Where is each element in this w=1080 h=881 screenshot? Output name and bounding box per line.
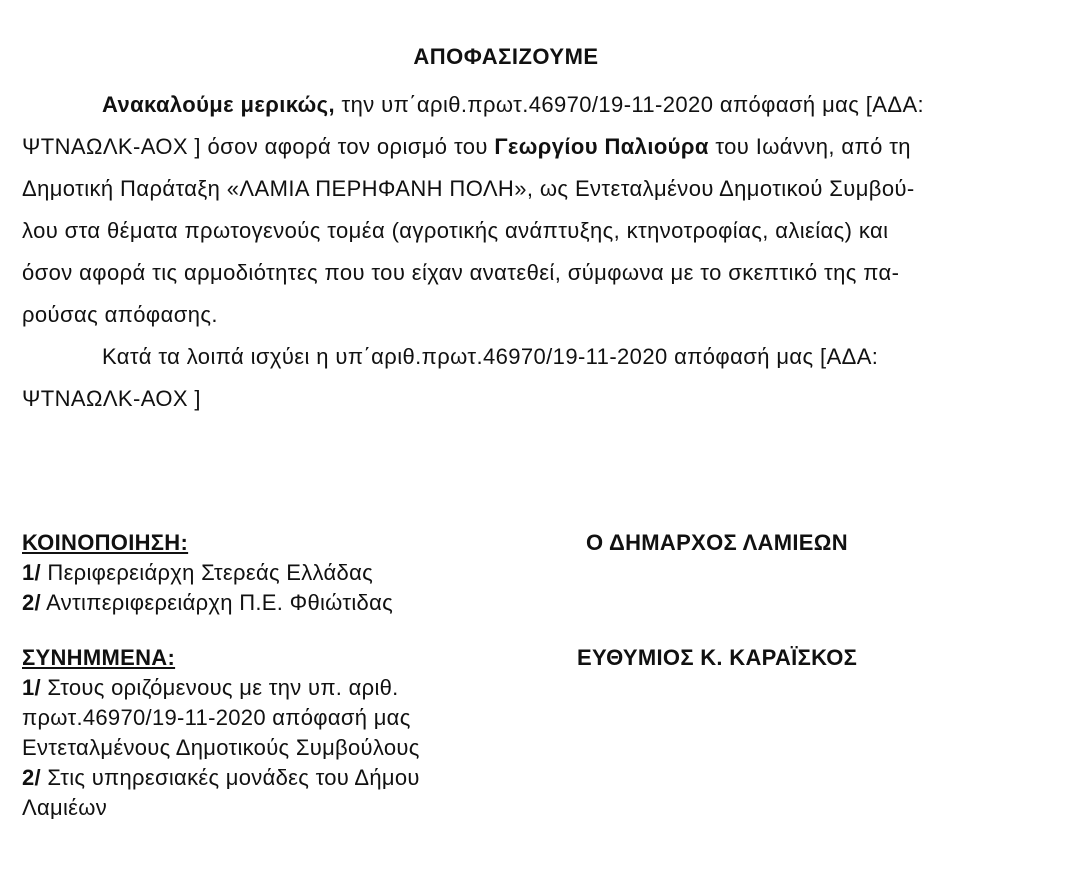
decision-heading: ΑΠΟΦΑΣΙΖΟΥΜΕ — [413, 44, 599, 69]
notification-item — [22, 588, 393, 618]
attachments-section — [22, 643, 474, 823]
attachment-item-number: 1/ — [22, 675, 41, 700]
paragraph1-line1 — [22, 84, 990, 126]
notification-item-number: 1/ — [22, 560, 41, 585]
signatory-name: ΕΥΘΥΜΙΟΣ Κ. ΚΑΡΑΪΣΚΟΣ — [577, 645, 858, 670]
revoke-phrase: Ανακαλούμε μερικώς, — [102, 92, 336, 117]
paragraph1-line6: ρούσας απόφασης. — [22, 302, 218, 327]
paragraph1-line1-text: την υπ΄αριθ.πρωτ.46970/19-11-2020 απόφασή μας [ΑΔΑ: — [341, 92, 925, 117]
attachment-item-text: Στους οριζόμενους με την υπ. αριθ. — [47, 675, 399, 700]
paragraph1-line2-post: του Ιωάννη, από τη — [715, 134, 911, 159]
notification-item-text: Περιφερειάρχη Στερεάς Ελλάδας — [47, 560, 374, 585]
attachment-item-1-line2: πρωτ.46970/19-11-2020 απόφασή μας — [22, 705, 411, 730]
notification-item-number: 2/ — [22, 590, 41, 615]
paragraph1-line2-pre: ΨΤΝΑΩΛΚ-ΑΟΧ ] όσον αφορά τον ορισμό του — [22, 134, 488, 159]
attachment-item-1-line3: Εντεταλμένους Δημοτικούς Συμβούλους — [22, 735, 420, 760]
councillor-name: Γεωργίου Παλιούρα — [494, 134, 709, 159]
notification-title: ΚΟΙΝΟΠΟΙΗΣΗ: — [22, 530, 189, 555]
attachment-item-number: 2/ — [22, 765, 41, 790]
paragraph1-line4: λου στα θέματα πρωτογενούς τομέα (αγροτικής ανάπτυξης, κτηνοτροφίας, αλιείας) και — [22, 218, 889, 243]
decision-body — [22, 84, 990, 420]
attachment-item-1-line1 — [22, 673, 474, 703]
attachment-item-2-line2: Λαμιέων — [22, 795, 108, 820]
attachment-item-2-line1 — [22, 763, 474, 793]
paragraph2-line1: Κατά τα λοιπά ισχύει η υπ΄αριθ.πρωτ.46970/19-11-2020 απόφασή μας [ΑΔΑ: — [102, 344, 879, 369]
paragraph1-line2 — [22, 126, 990, 168]
attachment-item-text: Στις υπηρεσιακές μονάδες του Δήμου — [47, 765, 420, 790]
paragraph1-line5: όσον αφορά τις αρμοδιότητες που του είχαν ανατεθεί, σύμφωνα με το σκεπτικό της πα- — [22, 260, 900, 285]
notification-item-text: Αντιπεριφερειάρχη Π.Ε. Φθιώτιδας — [46, 590, 393, 615]
notification-section — [22, 528, 393, 618]
notification-item — [22, 558, 393, 588]
paragraph1-line3: Δημοτική Παράταξη «ΛΑΜΙΑ ΠΕΡΗΦΑΝΗ ΠΟΛΗ», ως Εντεταλμένου Δημοτικού Συμβού- — [22, 176, 915, 201]
signatory-title: Ο ΔΗΜΑΡΧΟΣ ΛΑΜΙΕΩΝ — [586, 530, 848, 555]
attachments-title: ΣΥΝΗΜΜΕΝΑ: — [22, 645, 176, 670]
paragraph2-line2: ΨΤΝΑΩΛΚ-ΑΟΧ ] — [22, 386, 201, 411]
